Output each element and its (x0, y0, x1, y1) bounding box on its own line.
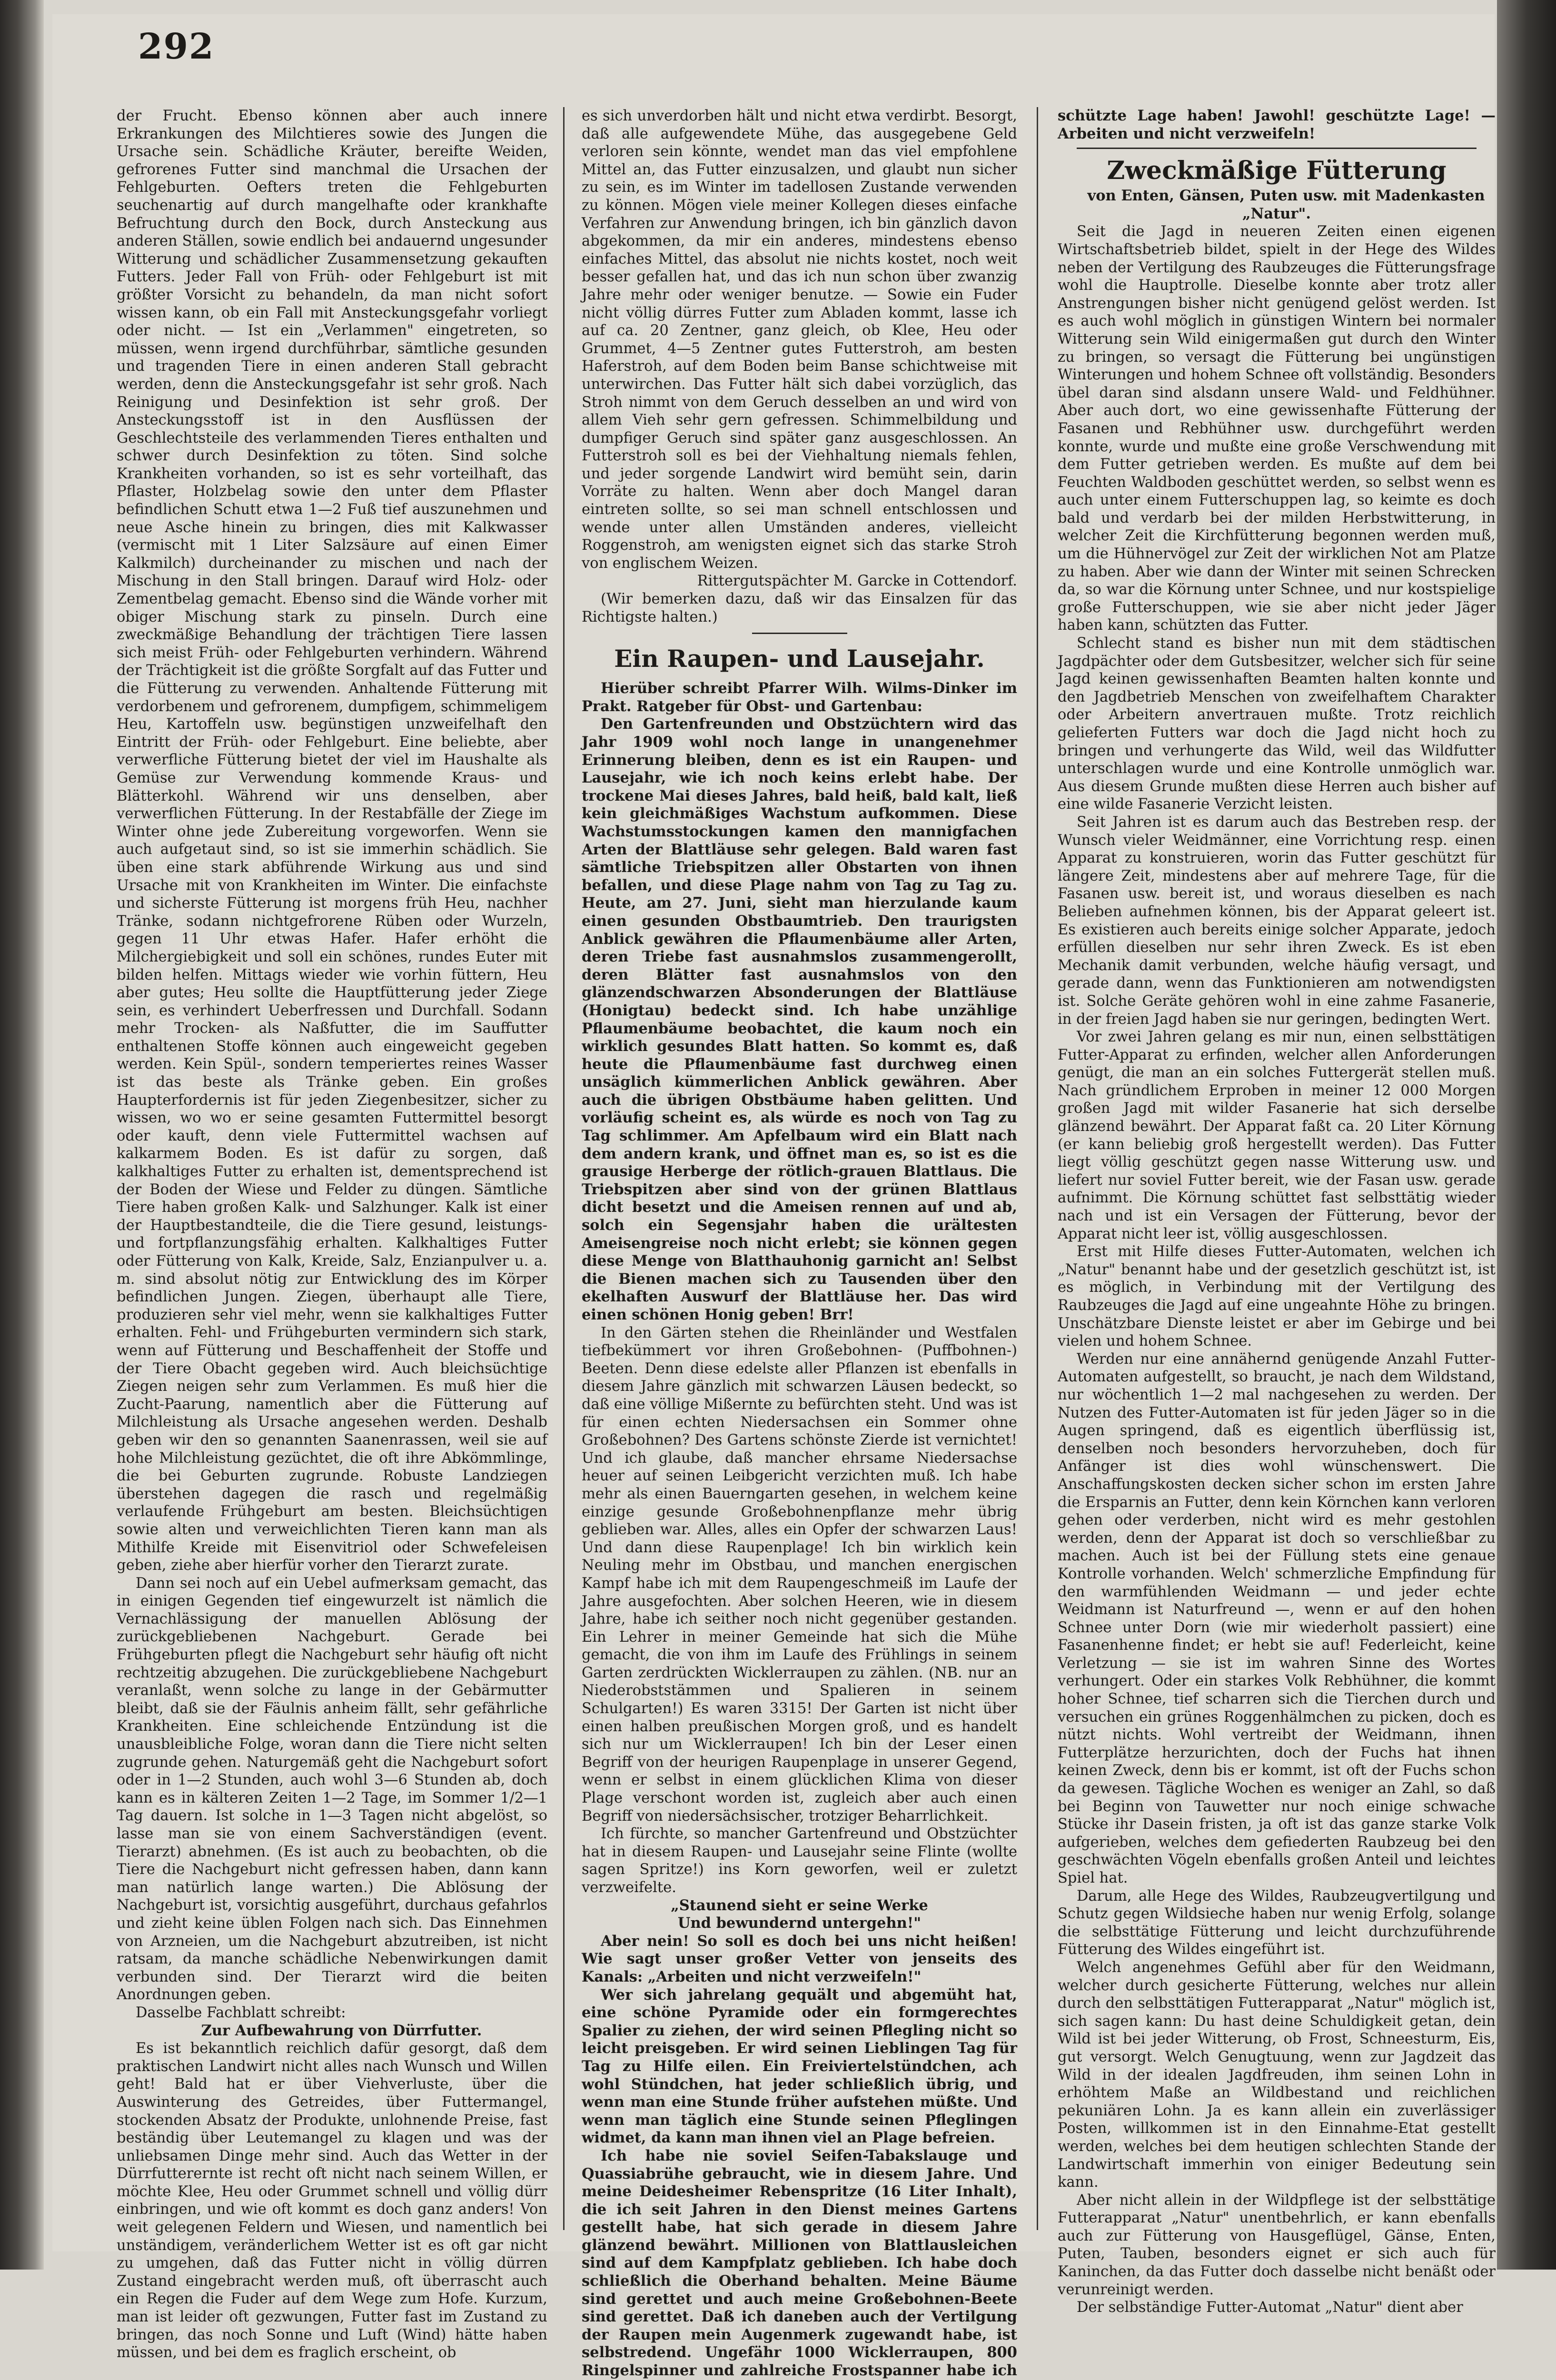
col2-paragraph: In den Gärten stehen die Rheinländer und Westfalen tiefbekümmert vor ihren Großebohnen- (Puffbohnen-) Beeten. Denn diese edelste aller Pflanzen ist ebenfalls in diesem Jahre gänzlich mit schwarzen Läusen bedeckt, so daß eine völlige Mißernte zu befürchten steht. Und was ist für einen echten Niedersachsen ein Sommer ohne Großebohnen? Des Gartens schönste Zierde ist vernichtet! Und ich glaube, daß mancher ehrsame Niedersachse heuer auf seinen Leibgericht verzichten muß. Ich habe mehr als einen Bauerngarten gesehen, in welchem keine einzige gesunde Großebohnenpflanze mehr übrig geblieben war. Alles, alles ein Opfer der schwarzen Laus! Und dann diese Raupenplage! Ich bin wirklich kein Neuling mehr im Obstbau, und manchen energischen Kampf habe ich mit dem Raupengeschmeiß im Laufe der Jahre ausgefochten. Aber solchen Heeren, wie in diesem Jahre, habe ich seither noch nicht gegenüber gestanden. Ein Lehrer in meiner Gemeinde hat sich die Mühe gemacht, die von ihm im Laufe des Frühlings in seinem Garten zerdrückten Wicklerraupen zu zählen. (NB. nur an Niederobststämmen und Spalieren in seinem Schulgarten!) Es waren 3315! Der Garten ist nicht über einen halben preußischen Morgen groß, und es handelt sich nur um Wicklerraupen! Ich bin der Leser einen Begriff von der heurigen Raupenplage in unserer Gegend, wenn er selbst in einem glücklichen Klima von dieser Plage verschont worden ist, zugleich aber auch einen Begriff von niedersächsischer, trotziger Beharrlichkeit. (582, 1324, 1017, 1825)
col2-paragraph: Aber nein! So soll es doch bei uns nicht heißen! Wie sagt unser großer Vetter von jenseits des Kanals: „Arbeiten und nicht verzweifeln!" (582, 1932, 1017, 1985)
column-divider-1 (563, 107, 565, 2230)
col1-paragraph: Dann sei noch auf ein Uebel aufmerksam gemacht, das in einigen Gegenden tief eingewurzelt ist nämlich die Vernachlässigung der manuellen Ablösung der zurückgebliebenen Nachgeburt. Gerade bei Frühgeburten pflegt die Nachgeburt sehr häufig oft nicht rechtzeitig abzugehen. Die zurückgebliebene Nachgeburt veranlaßt, wenn solche zu lange in der Gebärmutter bleibt, daß sie der Fäulnis anheim fällt, sehr gefährliche Krankheiten. Eine schleichende Entzündung ist die unausbleibliche Folge, woran dann die Tiere nicht selten zugrunde gehen. Naturgemäß geht die Nachgeburt sofort oder in 1—2 Stunden, auch wohl 3—6 Stunden ab, doch kann es in kälteren Zeiten 1—2 Tage, im Sommer 1/2—1 Tag dauern. Ist solche in 1—3 Tagen nicht abgelöst, so lasse man sie von einem Sachverständigen (event. Tierarzt) abnehmen. (Es ist auch zu beobachten, ob die Tiere die Nachgeburt nicht gefressen haben, dann kann man natürlich lange warten.) Die Ablösung der Nachgeburt ist, vorsichtig ausgeführt, durchaus gefahrlos und zieht keine üblen Folgen nach sich. Das Einnehmen von Arzneien, um die Nachgeburt abzutreiben, ist nicht ratsam, da manche schädliche Nebenwirkungen damit verbunden sind. Der Tierarzt wird die beiten Anordnungen geben. (117, 1575, 547, 2003)
article-headline: Zweckmäßige Fütterung (1107, 156, 1447, 186)
col2-paragraph: Ich fürchte, so mancher Gartenfreund und Obstzüchter hat in diesem Raupen- und Lausejahr seine Flinte (wollte sagen Spritze!) ins Korn geworfen, weil er zuletzt verzweifelte. (582, 1825, 1017, 1896)
editor-note: (Wir bemerken dazu, daß wir das Einsalzen für das Richtigste halten.) (582, 591, 1017, 625)
col3-paragraph: Der selbständige Futter-Automat „Natur" dient aber (1077, 2299, 1463, 2316)
col3-paragraph: schützte Lage haben! Jawohl! geschützte Lage! — Arbeiten und nicht verzweifeln! (1058, 107, 1496, 142)
col3-paragraph: Schlecht stand es bisher nun mit dem städtischen Jagdpächter oder dem Gutsbesitzer, welcher sich für seine Jagd keinen gewissenhaften Beamten halten konnte und den Jagdbetrieb Menschen von zweifelhaftem Charakter oder Arbeitern anvertrauen mußte. Trotz reichlich gelieferten Futters war doch die Jagd nicht hoch zu bringen und verhungerte das Wild, weil das Wildfutter unterschlagen wurde und eine Kontrolle unmöglich war. Aus diesem Grunde mußten diese Herren auch bisher auf eine wilde Fasanerie Verzicht leisten. (1058, 635, 1496, 813)
col2-paragraph: Den Gartenfreunden und Obstzüchtern wird das Jahr 1909 wohl noch lange in unangenehmer Erinnerung bleiben, denn es ist ein Raupen- und Lausejahr, wie ich noch keins erlebt habe. Der trockene Mai dieses Jahres, bald heiß, bald kalt, ließ kein gleichmäßiges Wachstum aufkommen. Diese Wachstumsstockungen kamen den mannigfachen Arten der Blattläuse sehr gelegen. Bald waren fast sämtliche Triebspitzen aller Obstarten von ihnen befallen, und diese Plage nahm von Tag zu Tag zu. Heute, am 27. Juni, sieht man hierzulande kaum einen gesunden Obstbaumtrieb. Den traurigsten Anblick gewähren die Pflaumenbäume aller Arten, deren Triebe fast ausnahmslos zusammengerollt, deren Blätter fast ausnahmslos von den glänzendschwarzen Absonderungen der Blattläuse (Honigtau) bedeckt sind. Ich habe unzählige Pflaumenbäume beobachtet, die kaum noch ein wirklich gesundes Blatt hatten. So kommt es, daß heute die Pflaumenbäume fast durchweg einen unsäglich kümmerlichen Anblick gewähren. Aber auch die übrigen Obstbäume haben gelitten. Und vorläufig scheint es, als würde es noch von Tag zu Tag schlimmer. Am Apfelbaum wird ein Blatt nach dem andern krank, und öffnet man es, so ist es die grausige Herberge der rötlich-grauen Blattlaus. Die Triebspitzen aber sind von der grünen Blattlaus dicht besetzt und die Ameisen rennen auf und ab, solch ein Segensjahr haben die urältesten Ameisengreise noch nicht erlebt; sie können gegen diese Menge von Blatthauhonig garnicht an! Selbst die Bienen machen sich zu Tausenden über den ekelhaften Auswurf der Blattläuse her. Das wird einen schönen Honig geben! Brr! (582, 715, 1017, 1323)
col1-paragraph: Es ist bekanntlich reichlich dafür gesorgt, daß dem praktischen Landwirt nicht alles nach Wunsch und Willen geht! Bald hat er über Viehverluste, über die Auswinterung des Getreides, über Futtermangel, stockenden Absatz der Produkte, unlohnende Preise, fast beständig über Leutemangel zu klagen und was der unliebsamen Dinge mehr sind. Auch das Wetter in der Dürrfutterernte ist recht oft nicht nach seinem Willen, er möchte Klee, Heu oder Grummet schnell und völlig dürr einbringen, und wie oft kommt es doch ganz anders! Von weit gelegenen Feldern und Wiesen, und namentlich bei unständigem, veränderlichem Wetter ist es oft gar nicht zu umgehen, daß das Futter nicht in völlig dürren Zustand eingebracht werden muß, oft überrascht auch ein Regen die Fuder auf dem Wege zum Hofe. Kurzum, man ist leider oft gezwungen, Futter fast im Zustand zu bringen, das noch Sonne und Luft (Wind) hätte haben müssen, und bei dem es fraglich erscheint, ob (117, 2040, 547, 2361)
column-divider-2 (1037, 107, 1038, 2230)
col1-paragraph: Dasselbe Fachblatt schreibt: (136, 2004, 346, 2021)
page-number: 292 (138, 26, 215, 67)
col1-paragraph: der Frucht. Ebenso können aber auch innere Erkrankungen des Milchtieres sowie des Jungen die Ursache sein. Schädliche Kräuter, bereifte Weiden, gefrorenes Futter sind manchmal die Ursachen der Fehlgeburten. Oefters treten die Fehlgeburten seuchenartig auf durch mangelhafte oder krankhafte Befruchtung durch den Bock, durch Ansteckung aus anderen Ställen, sowie endlich bei andauernd ungesunder Witterung und schädlicher Zusammensetzung gekauften Futters. Jeder Fall von Früh- oder Fehlgeburt ist mit größter Vorsicht zu behandeln, da man nicht sofort wissen kann, ob ein Fall mit Ansteckungsgefahr vorliegt oder nicht. — Ist ein „Verlammen" eingetreten, so müssen, wenn irgend durchführbar, sämtliche gesunden und tragenden Tiere in einen anderen Stall gebracht werden, denn die Ansteckungsgefahr ist sehr groß. Nach Reinigung und Desinfektion ist sehr groß. Der Ansteckungsstoff ist in den Ausflüssen der Geschlechtsteile des verlammenden Tieres enthalten und schwer durch Desinfektion zu töten. Sind solche Krankheiten vorhanden, so ist es sehr vorteilhaft, das Pflaster, Holzbelag sowie den unter dem Pflaster befindlichen Schutt etwa 1—2 Fuß tief auszunehmen und neue Asche hinein zu bringen, dies mit Kalkwasser (vermischt mit 1 Liter Salzsäure auf einen Eimer Kalkmilch) durcheinander zu mischen und nach der Mischung in den Stall bringen. Darauf wird Holz- oder Zementbelag gemacht. Ebenso sind die Wände vorher mit obiger Mischung stark zu pinseln. Durch eine zweckmäßige Behandlung der trächtigen Tiere lassen sich meist Früh- oder Fehlgeburten verhindern. Während der Trächtigkeit ist die größte Sorgfalt auf das Futter und die Fütterung zu verwenden. Anhaltende Fütterung mit verdorbenem und gefrorenem, dumpfigem, schimmeligem Heu, Kartoffeln usw. begünstigen unzweifelhaft den Eintritt der Früh- oder Fehlgeburt. Eine beliebte, aber verwerfliche Fütterung bietet der viel im Haushalte als Gemüse zur Verwendung kommende Kraus- und Blätterkohl. Während wir uns denselben, aber verwerflichen Fütterung. In der Restabfälle der Ziege im Winter ohne jede Zubereitung vorgeworfen. Wenn sie auch aufgetaut sind, so ist sie immerhin schädlich. Sie üben eine stark abführende Wirkung aus und sind Ursache mit von Krankheiten im Winter. Die einfachste und sicherste Fütterung ist morgens früh Heu, nachher Tränke, sodann nichtgefrorene Rüben oder Wurzeln, gegen 11 Uhr etwas Hafer. Hafer erhöht die Milchergiebigkeit und soll ein schönes, rundes Euter mit bilden helfen. Mittags wieder wie vorhin füttern, Heu aber gutes; Heu sollte die Hauptfütterung jeder Ziege sein, es verhindert Ueberfressen und Durchfall. Sodann mehr Trocken- als Naßfutter, die im Sauffutter enthaltenen Stoffe können auch eingeweicht gegeben werden. Kein Spül-, sondern temperiertes reines Wasser ist das beste als Tränke geben. Ein großes Haupterfordernis ist für jeden Ziegenbesitzer, sicher zu wissen, wo wo er seine gesamten Futtermittel besorgt oder kauft, denn viele Futtermittel wachsen auf kalkarmem Boden. Es ist dafür zu sorgen, daß kalkhaltiges Futter zu erhalten ist, dementsprechend ist der Boden der Wiese und Felder zu düngen. Sämtliche Tiere haben großen Kalk- und Salzhunger. Kalk ist einer der Hauptbestandteile, die die Tiere gesund, leistungs- und fortpflanzungsfähig erhalten. Kalkhaltiges Futter oder Fütterung von Kalk, Kreide, Salz, Enzianpulver u. a. m. sind absolut nötig zur Entwicklung des im Körper befindlichen Jungen. Ziegen, überhaupt alle Tiere, produzieren sehr viel mehr, wenn sie kalkhaltiges Futter erhalten. Fehl- und Frühgeburten vermindern sich stark, wenn auf Fütterung und Beschaffenheit der Stoffe und der Tiere Obacht gegeben wird. Auch bleichsüchtige Ziegen neigen sehr zum Verlammen. Es muß hier die Zucht-Paarung, namentlich aber die Fütterung auf Milchleistung als Ursache angesehen werden. Deshalb geben wir den so genannten Saanenrassen, weil sie auf hohe Milchleistung gezüchtet, die oft ihre Abkömmlinge, die bei Geburten zugrunde. Robuste Landziegen überstehen dagegen die rasch und regelmäßig verlaufende Frühgeburt am besten. Bleichsüchtigen sowie alten und verweichlichten Tieren kann man als Mithilfe Kreide mit Eisenvitriol oder Schwefeleisen geben, ziehe aber hierfür vorher den Tierarzt zurate. (117, 108, 547, 1574)
col2-paragraph: Ich habe nie soviel Seifen-Tabakslauge und Quassiabrühe gebraucht, wie in diesem Jahre. Und meine Deidesheimer Rebenspritze (16 Liter Inhalt), die ich seit Jahren in den Dienst meines Gartens gestellt habe, hat sich gerade in diesem Jahre glänzend bewährt. Millionen von Blattlausleichen sind auf dem Kampfplatz geblieben. Ich habe doch schließlich die Oberhand behalten. Meine Bäume sind gerettet und auch meine Großebohnen-Beete sind gerettet. Daß ich daneben auch der Vertilgung der Raupen mein Augenmerk zugewandt habe, ist selbstredend. Ungefähr 1000 Wicklerraupen, 800 Ringelspinner und zahlreiche Frostspanner habe ich (582, 2147, 1017, 2380)
quote-line: Und bewundernd untergehn!" (677, 1914, 922, 1932)
scan-dark-edge (1497, 0, 1556, 2270)
article-headline: Ein Raupen- und Lausejahr. (614, 645, 985, 673)
col3-paragraph: Darum, alle Hege des Wildes, Raubzeugvertilgung und Schutz gegen Wildsieche haben nur wenig Erfolg, solange die selbsttätige Fütterung und leicht durchzuführende Fütterung des Wildes eingeführt ist. (1058, 1887, 1496, 1958)
col3-paragraph: Vor zwei Jahren gelang es mir nun, einen selbsttätigen Futter-Apparat zu erfinden, welcher allen Anforderungen genügt, die man an ein solches Futtergerät stellen muß. Nach gründlichem Erproben in meiner 12 000 Morgen großen Jagd mit wilder Fasanerie hat sich derselbe glänzend bewährt. Der Apparat faßt ca. 20 Liter Körnung (er kann beliebig groß hergestellt werden). Das Futter liegt völlig geschützt gegen nasse Witterung usw. und liefert nur soviel Futter bereit, wie der Fasan usw. gerade aufnimmt. Die Körnung schüttet fast selbsttätig wieder nach und ist ein Versagen der Fütterung, bevor der Apparat nicht leer ist, völlig ausgeschlossen. (1058, 1029, 1496, 1242)
author-signature: Rittergutspächter M. Garcke in Cottendorf. (697, 573, 1017, 590)
column-2 (582, 107, 1017, 2380)
col3-paragraph: Aber nicht allein in der Wildpflege ist der selbsttätige Futterapparat „Natur" unentbehrlich, er kann ebenfalls auch zur Fütterung von Hausgeflügel, Gänse, Enten, Puten, Tauben, besonders eignet er sich auch für Kaninchen, da das Futter doch dasselbe nicht benäßt oder verunreinigt werden. (1058, 2192, 1496, 2298)
divider-line (752, 633, 847, 634)
col2-paragraph: Wer sich jahrelang gequält und abgemüht hat, eine schöne Pyramide oder ein formgerechtes Spalier zu ziehen, der wird seinen Pflegling nicht so leicht preisgeben. Er wird seinen Lieblingen Tag für Tag zu Hilfe eilen. Ein Freiviertelstündchen, ach wohl Stündchen, hat jeder schließlich übrig, und wenn man eine Stunde früher aufstehen müßte. Und wenn man täglich eine Stunde seinen Pfleglingen widmet, da kann man ihnen viel an Plage befreien. (582, 1986, 1017, 2147)
col1-subheading: Zur Aufbewahrung von Dürrfutter. (201, 2022, 482, 2039)
article-subheading: von Enten, Gänsen, Puten usw. mit Madenkasten „Natur". (1087, 187, 1485, 222)
divider-line (1077, 148, 1477, 149)
col2-paragraph: es sich unverdorben hält und nicht etwa verdirbt. Besorgt, daß alle aufgewendete Mühe, das ausgegebene Geld verloren sein könnte, wendet man das viel empfohlene Mittel an, das Futter einzusalzen, und glaubt nun sicher zu sein, es im Winter im tadellosen Zustande verwenden zu können. Mögen viele meiner Kollegen dieses einfache Verfahren zur Anwendung bringen, ich bin gänzlich davon abgekommen, da mir ein anderes, mindestens ebenso einfaches Mittel, das absolut nie nichts kostet, noch weit besser gefallen hat, und das ich nun schon über zwanzig Jahre mehr oder weniger benutze. — Sowie ein Fuder nicht völlig dürres Futter zum Abladen kommt, lasse ich auf ca. 20 Zentner, ganz gleich, ob Klee, Heu oder Grummet, 4—5 Zentner gutes Futterstroh, am besten Haferstroh, auf dem Boden beim Banse schichtweise mit unterwirchen. Das Futter hält sich dabei vorzüglich, das Stroh nimmt von dem Geruch desselben an und wird von allem Vieh sehr gern gefressen. Schimmelbildung und dumpfiger Geruch sind später ganz ausgeschlossen. An Futterstroh soll es bei der Viehhaltung niemals fehlen, und jeder sorgende Landwirt wird bemüht sein, darin Vorräte zu halten. Wenn aber doch Mangel daran eintreten sollte, so sei man schnell entschlossen und wende unter allen Umständen anderes, vielleicht Roggenstroh, am wenigsten eignet sich das starke Stroh von englischem Weizen. (582, 108, 1017, 572)
col3-paragraph: Erst mit Hilfe dieses Futter-Automaten, welchen ich „Natur" benannt habe und der gesetzlich geschützt ist, ist es möglich, in Verbindung mit der Vertilgung des Raubzeuges die Jagd auf eine ungeahnte Höhe zu bringen. Unschätzbare Dienste leistet er aber im Gebirge und bei vielen und hohem Schnee. (1058, 1243, 1496, 1350)
article-intro: Hierüber schreibt Pfarrer Wilh. Wilms-Dinker im Prakt. Ratgeber für Obst- und Gartenbau: (582, 680, 1017, 715)
column-1 (117, 107, 547, 2361)
book-binding-edge (0, 0, 44, 2270)
col3-paragraph: Werden nur eine annähernd genügende Anzahl Futter-Automaten aufgestellt, so braucht, je nach dem Wildstand, nur wöchentlich 1—2 mal nachgesehen zu werden. Der Nutzen des Futter-Automaten ist für jeden Jäger so in die Augen springend, daß es eigentlich überflüssig ist, denselben noch besonders hervorzuheben, doch für Anfänger ist dies wohl wünschenswert. Die Anschaffungskosten decken sicher schon im ersten Jahre die Ersparnis an Futter, denn kein Körnchen kann verloren gehen oder verderben, nicht wird es mehr gestohlen werden, denn der Apparat ist doch so verschließbar zu machen. Auch ist bei der Füllung stets eine genaue Kontrolle vorhanden. Welch' schmerzliche Empfindung für den warmfühlenden Weidmann — und jeder echte Weidmann ist Naturfreund —, wenn er auf den hohen Schnee unter Dorn (wie mir wiederholt passiert) eine Fasanenhenne findet; er hebt sie auf! Federleicht, keine Verletzung — sie ist im wahren Sinne des Wortes verhungert. Oder ein starkes Volk Rebhühner, die kommt hoher Schnee, tief scharren sich die Tierchen durch und versuchen ein grünes Roggenhälmchen zu picken, doch es nützt nichts. Wohl vertreibt der Weidmann, ihnen Futterplätze herzurichten, doch der Fuchs hat ihnen keinen Zweck, denn bis er kommt, ist oft der Fuchs schon da gewesen. Tägliche Wochen es weniger an Zahl, so daß bei Beginn von Tauwetter nur noch einige schwache Stücke ihr Dasein fristen, ja oft ist das ganze starke Volk aufgerieben, welches dem gefiederten Raubzeug bei den geschwächten Vögeln ebenfalls großen Anteil und leichtes Spiel hat. (1058, 1350, 1496, 1886)
col3-paragraph: Welch angenehmes Gefühl aber für den Weidmann, welcher durch gesicherte Fütterung, welches nur allein durch den selbsttätigen Futterapparat „Natur" möglich ist, sich sagen kann: Du hast deine Schuldigkeit getan, dein Wild ist bei jeder Witterung, ob Frost, Schneesturm, Eis, gut versorgt. Welch Genugtuung, wenn zur Jagdzeit das Wild in der idealen Jagdfreuden, ihm seinen Lohn in erhöhtem Maße an Wildbestand und reichlichen pekuniären Lohn. Ja es kann allein ein zuverlässiger Posten, willkommen ist in den Einnahme-Etat gestellt werden, welches bei dem heutigen schlechten Stande der Landwirtschaft immerhin von einiger Bedeutung sein kann. (1058, 1959, 1496, 2191)
col3-paragraph: Seit Jahren ist es darum auch das Bestreben resp. der Wunsch vieler Weidmänner, eine Vorrichtung resp. einen Apparat zu konstruieren, worin das Futter geschützt für längere Zeit, mindestens aber auf mehrere Tage, für die Fasanen usw. bereit ist, und woraus dieselben es nach Belieben aufnehmen können, bis der Apparat geleert ist. Es existieren auch bereits einige solcher Apparate, jedoch erfüllen dieselben nur sehr ihren Zweck. Es ist eben Mechanik damit verbunden, welche häufig versagt, und gerade dann, wenn das Funktionieren am notwendigsten ist. Solche Geräte gehören wohl in eine zahme Fasanerie, in der freien Jagd haben sie nur geringen, bedingten Wert. (1058, 813, 1496, 1028)
column-3 (1058, 107, 1496, 2316)
quote-line: „Staunend sieht er seine Werke (671, 1896, 928, 1914)
col3-paragraph: Seit die Jagd in neueren Zeiten einen eigenen Wirtschaftsbetrieb bildet, spielt in der Hege des Wildes neben der Vertilgung des Raubzeuges die Fütterungsfrage wohl die Hauptrolle. Dieselbe konnte aber trotz aller Anstrengungen bisher nicht genügend gelöst werden. Ist es auch wohl möglich in günstigen Wintern bei normaler Witterung sein Wild einigermaßen gut durch den Winter zu bringen, so versagt die Fütterung bei ungünstigen Winterungen und hohem Schnee oft vollständig. Besonders übel daran sind alsdann unsere Wald- und Feldhühner. Aber auch dort, wo eine gewissenhafte Fütterung der Fasanen und Rebhühner usw. durchgeführt werden konnte, wurde und mußte eine große Verschwendung mit dem Futter getrieben werden. Es mußte auf dem bei Feuchten Waldboden geschüttet werden, so selbst wenn es auch unter einem Futterschuppen lag, so keimte es doch bald und verdarb bei der milden Herbstwitterung, in welcher Zeit die Kirchfütterung begonnen werden muß, um die Hühnervögel zur Zeit der wirklichen Not am Platze zu haben. Aber wie dann der Winter mit seinen Schrecken da, so war die Körnung unter Schnee, und nur kostspielige große Futterschuppen, wie sie aber nicht jeder Jäger haben kann, schützten das Futter. (1058, 223, 1496, 634)
